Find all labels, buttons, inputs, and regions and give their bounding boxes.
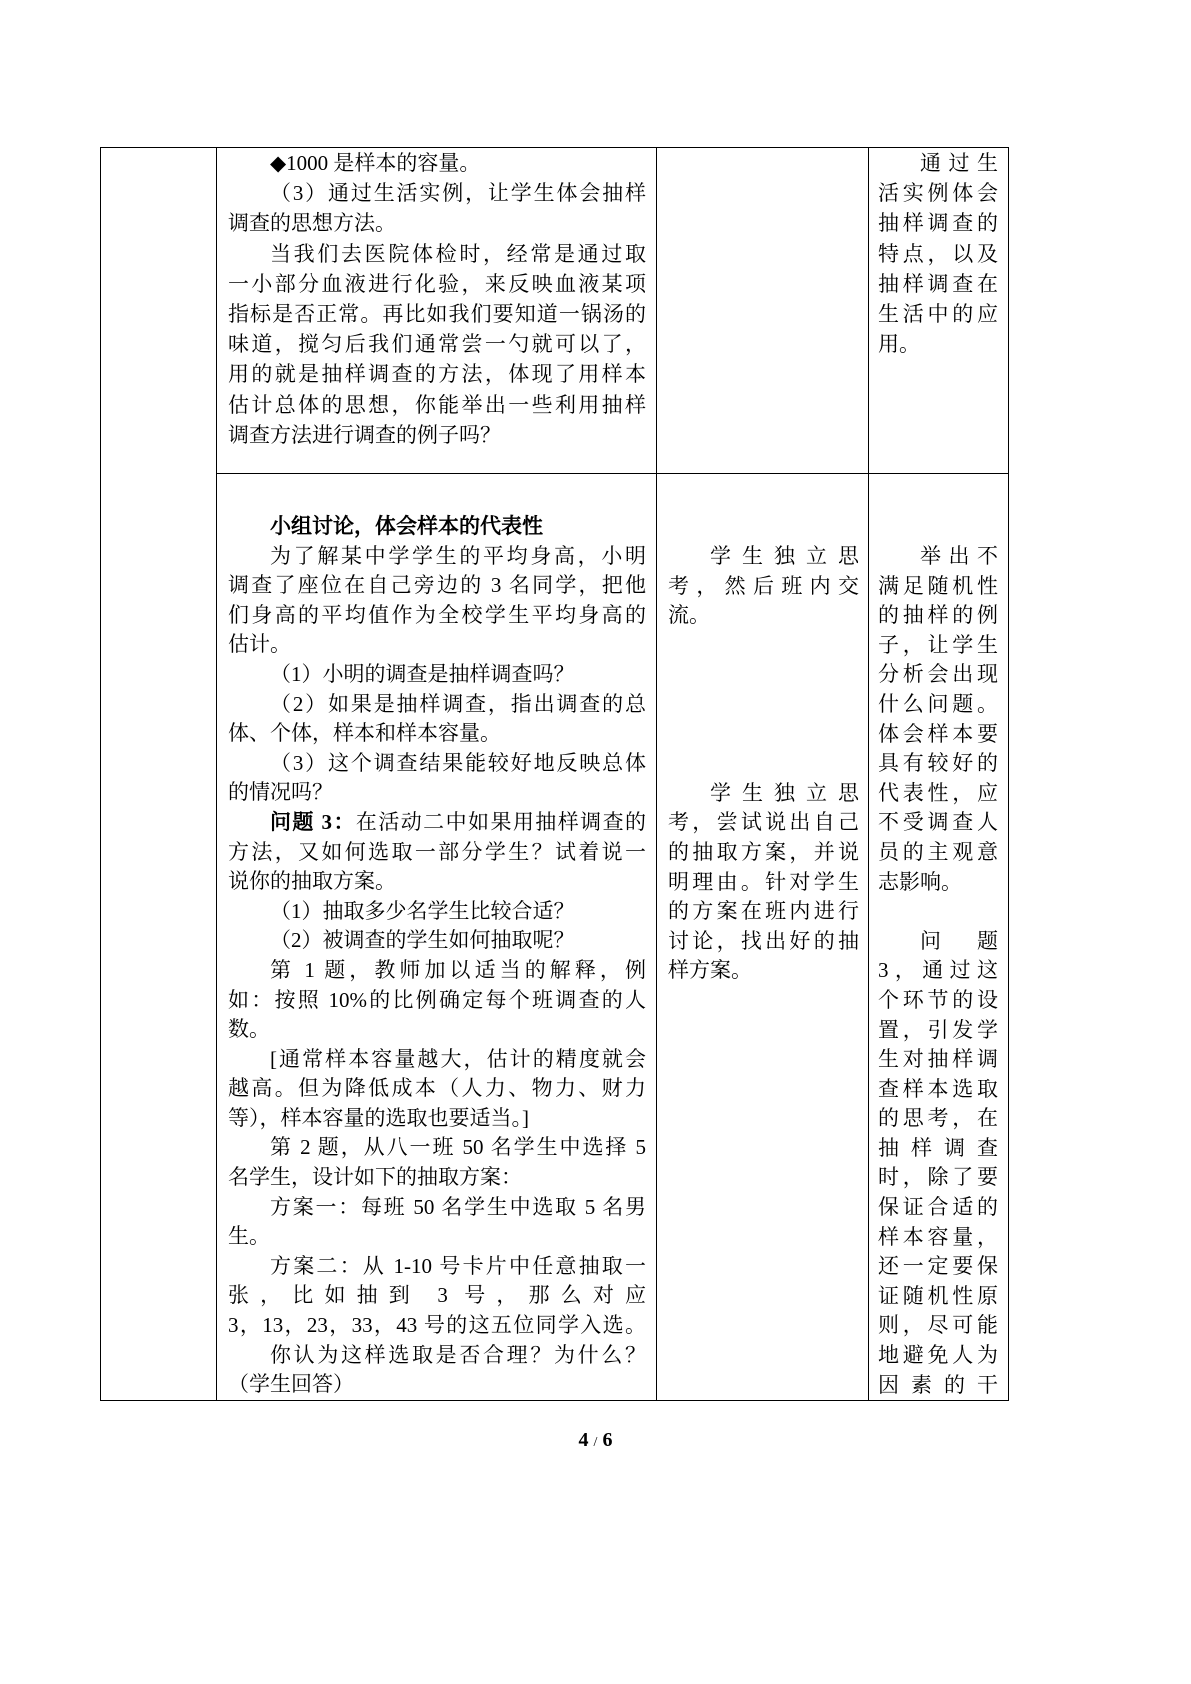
intent-line: 满足随机性 (878, 573, 998, 598)
activity-line: 考，尝试说出自己 (668, 810, 859, 835)
page-separator: / (593, 1435, 598, 1450)
intent-line: 活实例体会 (878, 181, 998, 206)
content-line: 如：按照 10%的比例确定每个班调查的人 (228, 987, 646, 1012)
intent-line: 志影响。 (878, 869, 962, 894)
student-activity-cell (656, 473, 868, 1400)
activity-line: 的方案在班内进行 (668, 899, 859, 924)
intent-line: 生对抽样调 (878, 1047, 998, 1072)
blank-line (668, 631, 859, 661)
content-line: （1）小明的调查是抽样调查吗？ (270, 661, 575, 686)
intent-line: 不受调查人 (878, 810, 998, 835)
content-line: 方法，又如何选取一部分学生？试着说一 (228, 839, 646, 864)
activity-line: 明理由。针对学生 (668, 869, 859, 894)
intent-line: 分析会出现 (878, 662, 998, 687)
intent-line: 则，尽可能 (878, 1313, 998, 1338)
intent-line: 查样本选取 (878, 1076, 998, 1101)
content-line: 为了解某中学学生的平均身高，小明 (270, 543, 646, 568)
blank-line (668, 720, 859, 750)
content-line: 方案二：从 1-10 号卡片中任意抽取一 (270, 1253, 646, 1278)
content-line (228, 808, 646, 838)
content-line: （3）这个调查结果能较好地反映总体 (270, 750, 646, 775)
current-page: 4 (578, 1429, 589, 1451)
intent-line: 样本容量， (878, 1224, 998, 1249)
content-line: 等），样本容量的选取也要适当。] (228, 1105, 529, 1130)
intent-line: 什么问题。 (878, 691, 998, 716)
content-line: 一小部分血液进行化验，来反映血液某项 (228, 271, 646, 296)
intent-line: 生活中的应 (878, 301, 998, 326)
content-line: 名学生，设计如下的抽取方案： (228, 1165, 522, 1190)
content-line: 当我们去医院体检时，经常是通过取 (270, 241, 646, 266)
content-line: 你认为这样选取是否合理？为什么？ (270, 1342, 646, 1367)
intent-line: 保证合适的 (878, 1195, 998, 1220)
intent-line: 举出不 (920, 544, 998, 568)
teaching-content-cell (216, 147, 656, 473)
intent-line: 特点，以及 (878, 241, 998, 266)
activity-line: 流。 (668, 603, 710, 628)
design-intent-cell (868, 473, 1008, 1400)
content-line: 第 2 题，从八一班 50 名学生中选择 5 (270, 1135, 646, 1160)
intent-line: 问题 (920, 928, 998, 953)
content-line: （学生回答） (228, 1372, 354, 1397)
content-line: [通常样本容量越大，估计的精度就会 (270, 1046, 646, 1071)
teaching-content-cell (216, 473, 656, 1400)
total-pages: 6 (602, 1429, 613, 1451)
intent-line: 证随机性原 (878, 1283, 998, 1308)
content-line: 调查了座位在自己旁边的 3 名同学，把他 (228, 573, 646, 598)
intent-line: 3，通过这 (878, 958, 998, 983)
question-text: 在活动二中如果用抽样调查的 (355, 809, 647, 834)
intent-line: 体会样本要 (878, 721, 998, 746)
content-line: 估计总体的思想，你能举出一些利用抽样 (228, 392, 646, 417)
page-number (0, 1427, 1191, 1456)
lesson-plan-table (100, 147, 1009, 1401)
content-line: 张，比如抽到 3 号，那么对应 (228, 1283, 646, 1308)
content-line: 方案一：每班 50 名学生中选取 5 名男 (270, 1194, 646, 1219)
content-line: 估计。 (228, 632, 291, 657)
activity-line: 学生独立思 (710, 544, 859, 568)
content-line: ◆1000 是样本的容量。 (270, 151, 481, 175)
intent-line: 具有较好的 (878, 751, 998, 776)
intent-line: 子，让学生 (878, 632, 998, 657)
intent-line: 代表性，应 (878, 780, 998, 805)
stage-cell (100, 147, 216, 1400)
intent-line: 个环节的设 (878, 987, 998, 1012)
activity-line: 的抽取方案，并说 (668, 839, 859, 864)
content-line: 调查方法进行调查的例子吗？ (228, 422, 501, 447)
intent-line: 员的主观意 (878, 839, 998, 864)
blank-line (668, 690, 859, 720)
content-line: 第 1 题，教师加以适当的解释，例 (270, 957, 646, 982)
content-line: （2）如果是抽样调查，指出调查的总 (270, 691, 646, 716)
intent-line: 因素的干 (878, 1372, 998, 1397)
blank-line (878, 897, 998, 927)
student-activity-cell (656, 147, 868, 473)
content-line: （1）抽取多少名学生比较合适？ (270, 898, 575, 923)
content-line: 数。 (228, 1017, 270, 1042)
section-heading: 小组讨论，体会样本的代表性 (270, 514, 543, 538)
activity-line: 学生独立思 (710, 780, 859, 805)
content-line: 越高。但为降低成本（人力、物力、财力 (228, 1076, 646, 1101)
activity-line: 讨论，找出好的抽 (668, 928, 859, 953)
intent-line: 地避免人为 (878, 1343, 998, 1368)
intent-line: 抽样调查在 (878, 271, 998, 296)
content-line: 说你的抽取方案。 (228, 869, 396, 894)
intent-line: 抽样调查的 (878, 211, 998, 236)
activity-line: 样方案。 (668, 958, 752, 983)
content-line: 味道，搅匀后我们通常尝一勺就可以了， (228, 332, 646, 357)
intent-line: 通过生 (920, 151, 998, 175)
design-intent-cell (868, 147, 1008, 473)
question-label: 问题 3： (270, 809, 356, 834)
content-line: （2）被调查的学生如何抽取呢？ (270, 928, 575, 953)
intent-line: 的思考，在 (878, 1106, 998, 1131)
content-line: 生。 (228, 1224, 270, 1249)
blank-line (668, 749, 859, 779)
content-line: 调查的思想方法。 (228, 211, 396, 236)
intent-line: 还一定要保 (878, 1254, 998, 1279)
content-line: 们身高的平均值作为全校学生平均身高的 (228, 602, 646, 627)
content-line: （3）通过生活实例，让学生体会抽样 (270, 181, 646, 206)
content-line: 用的就是抽样调查的方法，体现了用样本 (228, 362, 646, 387)
content-line: 体、个体，样本和样本容量。 (228, 721, 501, 746)
intent-line: 时，除了要 (878, 1165, 998, 1190)
intent-line: 置，引发学 (878, 1017, 998, 1042)
blank-line (668, 660, 859, 690)
activity-line: 考，然后班内交 (668, 573, 859, 598)
content-line: 3，13，23，33，43 号的这五位同学入选。 (228, 1313, 646, 1338)
intent-line: 用。 (878, 332, 920, 357)
intent-line: 抽样调查 (878, 1135, 998, 1160)
content-line: 指标是否正常。再比如我们要知道一锅汤的 (228, 301, 646, 326)
content-line: 的情况吗？ (228, 780, 333, 805)
intent-line: 的抽样的例 (878, 603, 998, 628)
